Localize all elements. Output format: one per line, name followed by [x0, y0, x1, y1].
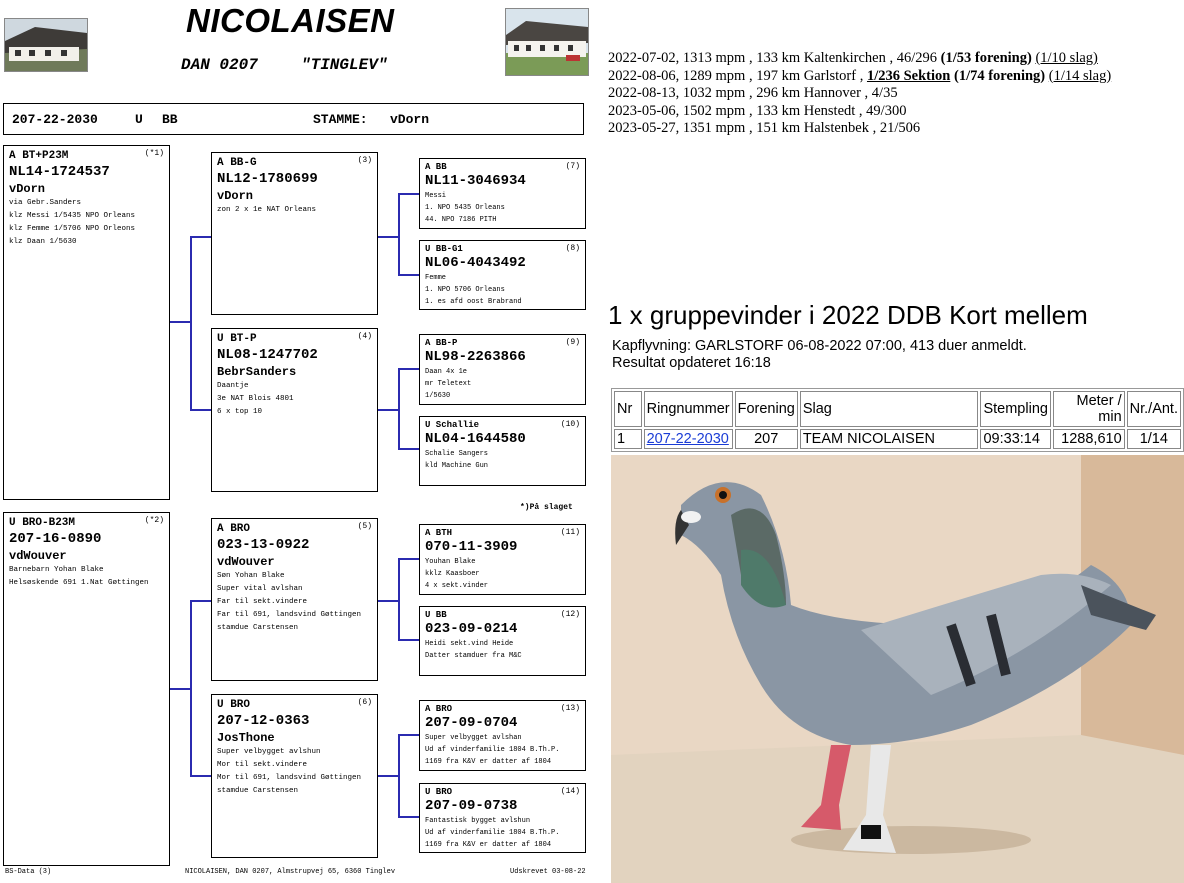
pedigree-mother: (*2) U BRO-B23M 207-16-0890 vdWouver Barnebarn Yohan Blake Helsøskende 691 1.Nat Gøttingen — [3, 512, 170, 866]
pedigree-ggp-10: (10) U Schallie NL04-1644580 Schalie Sangers kld Machine Gun — [419, 416, 586, 486]
pedigree-ggp-9: (9) A BB-P NL98-2263866 Daan 4x 1e mr Teletext 1/5630 — [419, 334, 586, 405]
result-row: 2022-07-02, 1313 mpm , 133 km Kaltenkirchen , 46/296 (1/53 forening) (1/10 slag) — [608, 50, 1098, 66]
pedigree-ggp-11: (11) A BTH 070-11-3909 Youhan Blake kklz Kaasboer 4 x sekt.vinder — [419, 524, 586, 595]
race-result-table: Nr Ringnummer Forening Slag Stempling Meter / min Nr./Ant. 1 207-22-2030 207 TEAM NICOLAISEN 09:33:14 1288,610 1/14 — [611, 388, 1184, 452]
ring-link[interactable]: 207-22-2030 — [646, 431, 729, 447]
pedigree-father: (*1) A BT+P23M NL14-1724537 vDorn via Gebr.Sanders klz Messi 1/5435 NPO Orleans klz Femme 1/5706 NPO Orleons klz Daan 1/5630 — [3, 145, 170, 500]
pedigree-ggp-14: (14) U BRO 207-09-0738 Fantastisk bygget avlshun Ud af vinderfamilie 1804 B.Th.P. 1169 fra K&V er datter af 1804 — [419, 783, 586, 853]
pigeon-color: BB — [162, 112, 178, 127]
pedigree-ggp-7: (7) A BB NL11-3046934 Messi 1. NPO 5435 Orleans 44. NPO 7186 PITH — [419, 158, 586, 229]
pedigree-gp-6: (6) U BRO 207-12-0363 JosThone Super velbygget avlshun Mor til sekt.vindere Mor til 691, landsvind Gøttingen stamdue Carstensen — [211, 694, 378, 858]
group-winner-title: 1 x gruppevinder i 2022 DDB Kort mellem — [608, 300, 1088, 330]
stamme-value: vDorn — [390, 112, 430, 127]
father-ring: NL14-1724537 — [9, 164, 110, 180]
page-title: NICOLAISEN — [186, 2, 395, 39]
pigeon-ring: 207-22-2030 — [12, 112, 98, 127]
pa-slaget-note: *)På slaget — [520, 503, 573, 512]
loft-name: "TINGLEV" — [301, 56, 388, 74]
pigeon-photo — [611, 455, 1184, 883]
pedigree-gp-3: (3) A BB-G NL12-1780699 vDorn zon 2 x 1e NAT Orleans — [211, 152, 378, 315]
pedigree-ggp-8: (8) U BB-G1 NL06-4043492 Femme 1. NPO 5706 Orleans 1. es afd oost Brabrand — [419, 240, 586, 310]
pigeon-sex: U — [135, 112, 143, 127]
pedigree-ggp-12: (12) U BB 023-09-0214 Heidi sekt.vind Heide Datter stamduer fra M&C — [419, 606, 586, 676]
result-row: 2023-05-27, 1351 mpm , 151 km Halstenbek , 21/506 — [608, 120, 921, 136]
results-list — [608, 50, 1111, 138]
race-info: Kapflyvning: GARLSTORF 06-08-2022 07:00, 413 duer anmeldt. Resultat opdateret 16:18 — [612, 338, 1027, 371]
result-row: 2023-05-06, 1502 mpm , 133 km Henstedt , 49/300 — [608, 102, 907, 119]
dan-number: DAN 0207 — [181, 56, 258, 74]
farm-photo-right — [505, 8, 589, 76]
result-row: 2022-08-06, 1289 mpm , 197 km Garlstorf , 1/236 Sektion (1/74 forening) (1/14 slag) — [608, 67, 1112, 84]
pigeon-header — [3, 103, 584, 135]
stamme-label: STAMME: — [313, 112, 368, 127]
footer-address: NICOLAISEN, DAN 0207, Almstrupvej 65, 6360 Tinglev — [185, 868, 396, 876]
farm-photo-left — [4, 18, 88, 72]
footer-printed: Udskrevet 03-08-22 — [510, 868, 586, 876]
mother-ring: 207-16-0890 — [9, 531, 102, 547]
pedigree-ggp-13: (13) A BRO 207-09-0704 Super velbygget avlshan Ud af vinderfamilie 1804 B.Th.P. 1169 fra K&V er datter af 1804 — [419, 700, 586, 771]
pedigree-gp-5: (5) A BRO 023-13-0922 vdWouver Søn Yohan Blake Super vital avlshan Far til sekt.vindere Far til 691, landsvind Gøttingen stamdue Carstensen — [211, 518, 378, 681]
result-row: 2022-08-13, 1032 mpm , 296 km Hannover , 4/35 — [608, 85, 898, 101]
footer-source: BS-Data (3) — [5, 868, 52, 876]
pedigree-gp-4: (4) U BT-P NL08-1247702 BebrSanders Daantje 3e NAT Blois 4801 6 x top 10 — [211, 328, 378, 492]
